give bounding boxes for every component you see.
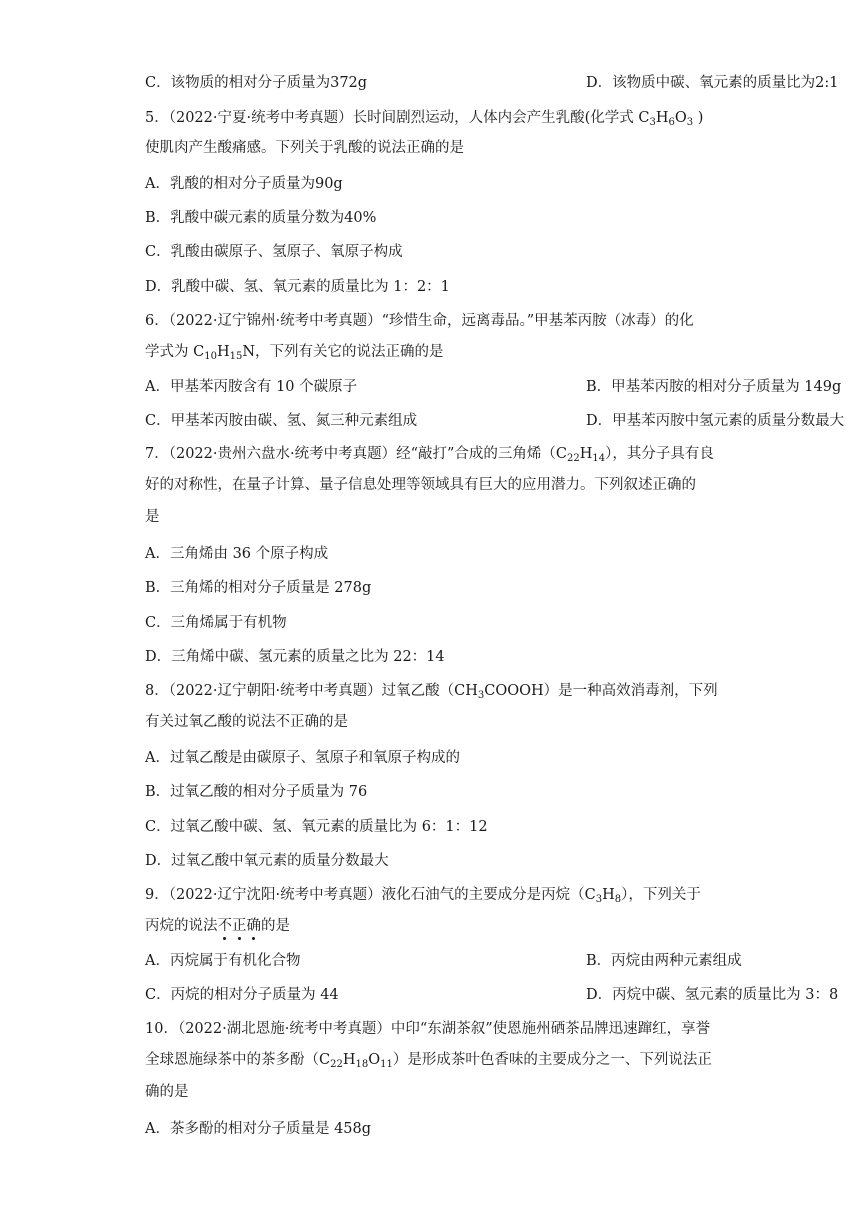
q10-stem-line1: 10．（2022·湖北恩施·统考中考真题）中印“东湖茶叙”使恩施州硒茶品牌迅速蹿红，享誉 [145,1021,711,1037]
q10-stem-line2: 全球恩施绿茶中的茶多酚$(C_{22}H_{18}O_{11})$是形成茶叶色香味的主要成分之一、下列说法正 [145,1052,712,1070]
q9-stem-line1: 9．（2022·辽宁沈阳·统考中考真题）液化石油气的主要成分是丙烷$(C_3H_8)$，下列关于 [145,887,701,905]
q9-option-d[interactable]: D．丙烷中碳、氢元素的质量比为 3：8 [586,987,839,1003]
q9-option-b[interactable]: B．丙烷由两种元素组成 [586,953,742,969]
q7-stem-line1: 7．（2022·贵州六盘水·统考中考真题）经“敲打”合成的三角烯$(C_{22}H_{14})$，其分子具有良 [145,446,714,464]
q6-option-d[interactable]: D．甲基苯丙胺中氢元素的质量分数最大 [586,413,845,429]
q6-stem-line2: 学式为 $C_{10}H_{15}N$，下列有关它的说法正确的是 [145,344,444,362]
q10-stem-line3: 确的是 [145,1084,189,1100]
q7-option-c[interactable]: C．三角烯属于有机物 [145,615,287,631]
q8-option-c[interactable]: C．过氧乙酸中碳、氢、氧元素的质量比为 6：1：12 [145,819,488,835]
q7-stem-line3: 是 [145,509,160,525]
q10-option-a[interactable]: A．茶多酚的相对分子质量是 458g [145,1121,372,1137]
q6-stem-line1: 6．（2022·辽宁锦州·统考中考真题）“珍惜生命，远离毒品。”甲基苯丙胺（冰毒）的化 [145,313,694,329]
q6-option-c[interactable]: C．甲基苯丙胺由碳、氢、氮三种元素组成 [145,413,418,429]
q9-option-c[interactable]: C．丙烷的相对分子质量为 44 [145,987,339,1003]
q5-option-d[interactable]: D．乳酸中碳、氢、氧元素的质量比为 1：2：1 [145,279,450,295]
q4-option-d[interactable]: D．该物质中碳、氧元素的质量比为2:1 [586,75,839,91]
q9-stem-line2: 丙烷的说法不正确的是 [145,918,290,934]
q8-stem-line1: 8．（2022·辽宁朝阳·统考中考真题）过氧乙酸$(CH_3COOOH)$是一种高效消毒剂，下列 [145,683,718,701]
q5-option-a[interactable]: A．乳酸的相对分子质量为90g [145,176,343,192]
emphasis-dot-1: 不 [217,918,232,934]
emphasis-dot-3: 确 [246,918,261,934]
q9-option-row1 [145,951,742,971]
q7-option-d[interactable]: D．三角烯中碳、氢元素的质量之比为 22：14 [145,649,445,665]
q4-option-c[interactable]: C．该物质的相对分子质量为372g [145,75,368,91]
emphasis-dot-2: 正 [232,918,247,934]
q4-option-row [145,73,839,93]
q6-option-row1 [145,377,842,397]
q6-option-a[interactable]: A．甲基苯丙胺含有 10 个碳原子 [145,379,358,395]
q7-option-b[interactable]: B．三角烯的相对分子质量是 278g [145,580,372,596]
q5-option-c[interactable]: C．乳酸由碳原子、氢原子、氧原子构成 [145,244,403,260]
q8-option-d[interactable]: D．过氧乙酸中氧元素的质量分数最大 [145,853,389,869]
q5-stem-line2: 使肌肉产生酸痛感。下列关于乳酸的说法正确的是 [145,140,464,156]
q8-option-a[interactable]: A．过氧乙酸是由碳原子、氢原子和氧原子构成的 [145,750,460,766]
q9-option-row2 [145,985,839,1005]
q7-stem-line2: 好的对称性，在量子计算、量子信息处理等领域具有巨大的应用潜力。下列叙述正确的 [145,477,696,493]
q5-stem-line1: 5．（2022·宁夏·统考中考真题）长时间剧烈运动，人体内会产生乳酸(化学式 $C_3H_6O_3$ ) [145,110,704,128]
q7-option-a[interactable]: A．三角烯由 36 个原子构成 [145,546,329,562]
q5-option-b[interactable]: B．乳酸中碳元素的质量分数为40% [145,210,377,226]
q8-option-b[interactable]: B．过氧乙酸的相对分子质量为 76 [145,784,368,800]
q6-option-b[interactable]: B．甲基苯丙胺的相对分子质量为 149g [586,379,842,395]
q8-stem-line2: 有关过氧乙酸的说法不正确的是 [145,714,348,730]
q6-option-row2 [145,411,845,431]
q9-option-a[interactable]: A．丙烷属于有机化合物 [145,953,301,969]
